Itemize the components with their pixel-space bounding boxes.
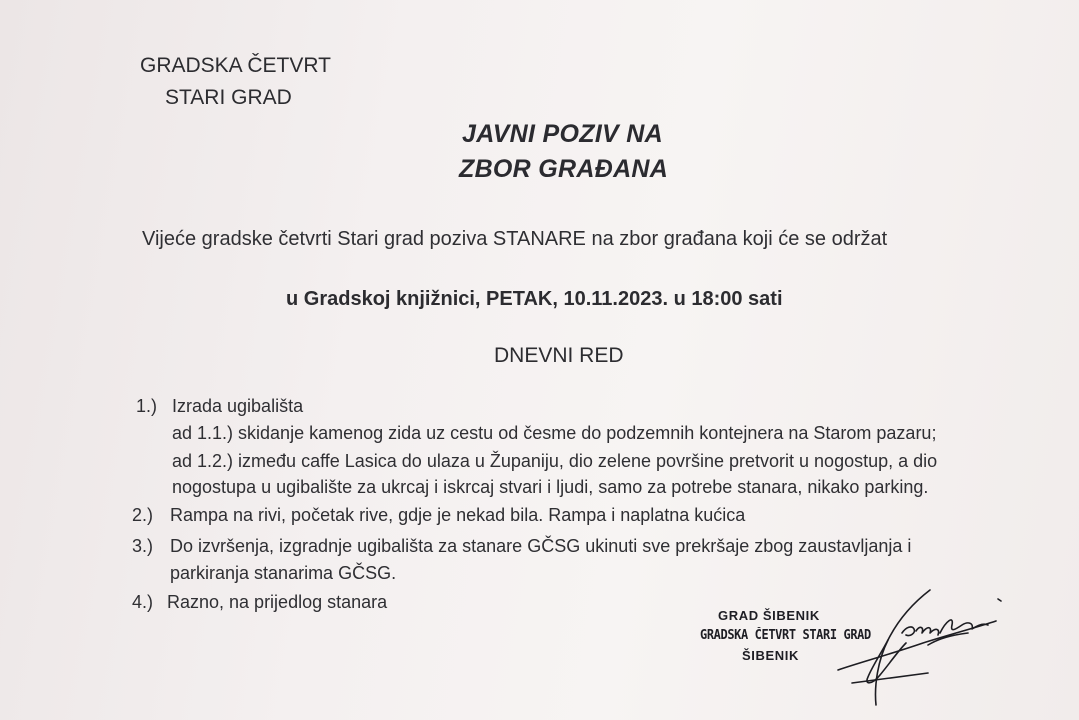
agenda-item-number: 4.) (132, 592, 154, 612)
document-title-line1: JAVNI POZIV NA (462, 120, 663, 148)
agenda-item-text-continued: parkiranja stanarima GČSG. (170, 563, 397, 583)
agenda-item-number: 1.) (136, 396, 158, 416)
meeting-time-place: u Gradskoj knjižnici, PETAK, 10.11.2023. u 18:00 sati (286, 288, 783, 310)
council-name-line2: STARI GRAD (165, 86, 292, 109)
invitation-text: Vijeće gradske četvrti Stari grad poziva STANARE na zbor građana koji će se održat (142, 228, 888, 250)
agenda-heading: DNEVNI RED (494, 344, 624, 367)
agenda-subitem-continued: nogostupa u ugibalište za ukrcaj i iskrcaj stvari i ljudi, samo za potrebe stanara, nikako parking. (172, 477, 929, 497)
stamp-line2: GRADSKA ČETVRT STARI GRAD (700, 628, 871, 643)
stamp-line3: ŠIBENIK (742, 648, 799, 663)
stamp-line1: GRAD ŠIBENIK (718, 608, 820, 623)
agenda-item-number: 2.) (132, 505, 154, 525)
agenda-item-text: Do izvršenja, izgradnje ugibališta za stanare GČSG ukinuti sve prekršaje zbog zaustavljanja i (170, 536, 912, 556)
signature-icon (828, 585, 1008, 710)
agenda-item-number: 3.) (132, 536, 154, 556)
document-title-line2: ZBOR GRAĐANA (459, 155, 669, 183)
agenda-item-text: Izrada ugibališta (172, 396, 304, 416)
council-name-line1: GRADSKA ČETVRT (140, 54, 331, 77)
agenda-item-text: Rampa na rivi, početak rive, gdje je nekad bila. Rampa i naplatna kućica (170, 505, 746, 525)
agenda-item-text: Razno, na prijedlog stanara (167, 592, 388, 612)
agenda-subitem: ad 1.1.) skidanje kamenog zida uz cestu od česme do podzemnih kontejnera na Starom pazaru; (172, 423, 937, 443)
agenda-subitem: ad 1.2.) između caffe Lasica do ulaza u Županiju, dio zelene površine pretvorit u nogostup, a dio (172, 451, 938, 471)
